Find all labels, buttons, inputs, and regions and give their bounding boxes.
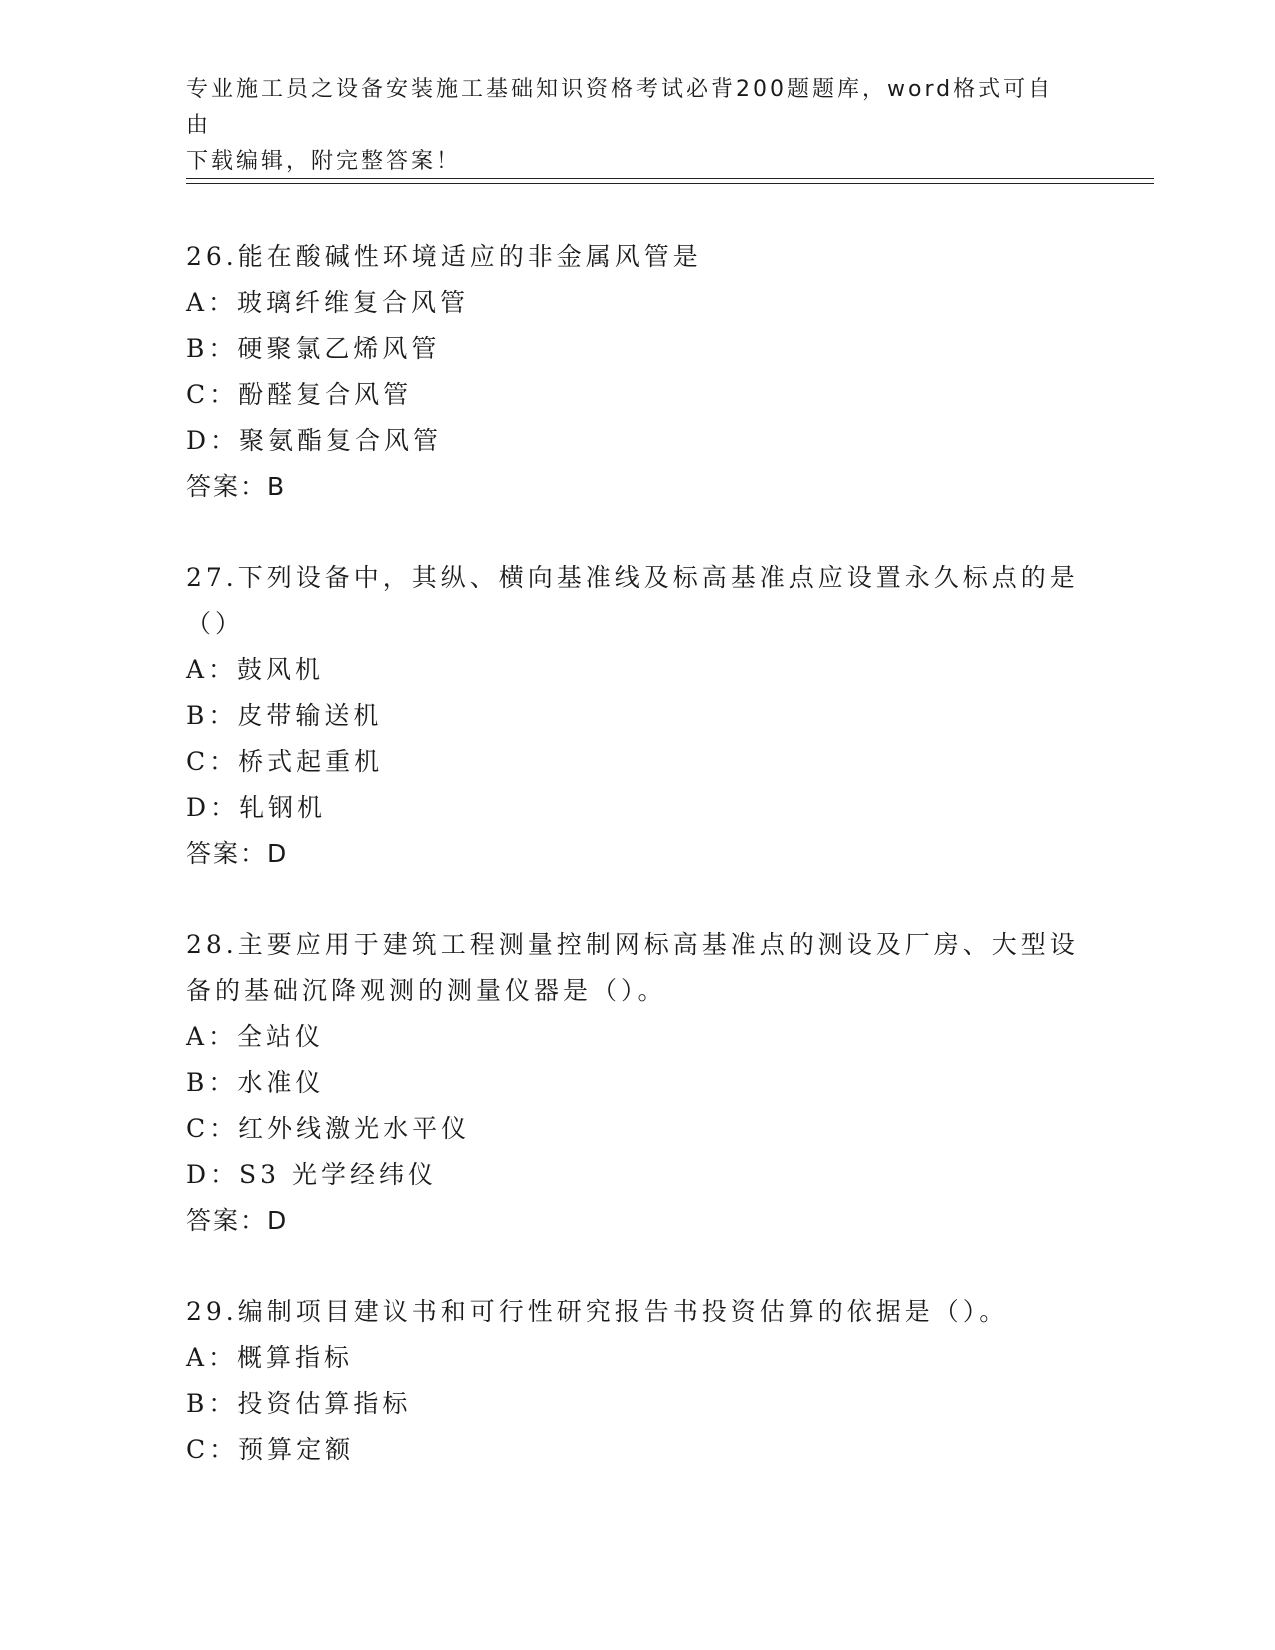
option-a: A：鼓风机 — [186, 655, 325, 684]
question-26 — [186, 234, 1086, 510]
question-stem-continued: 备的基础沉降观测的测量仪器是（）。 — [186, 976, 667, 1005]
option-c: C：酚醛复合风管 — [186, 380, 413, 409]
option-a: A：玻璃纤维复合风管 — [186, 288, 470, 317]
option-c: C：预算定额 — [186, 1435, 355, 1464]
question-stem: 29.编制项目建议书和可行性研究报告书投资估算的依据是（）。 — [186, 1297, 1009, 1326]
option-d: D：S3 光学经纬仪 — [186, 1160, 438, 1189]
option-a: A：全站仪 — [186, 1022, 325, 1051]
option-b: B：皮带输送机 — [186, 701, 383, 730]
option-c: C：桥式起重机 — [186, 747, 384, 776]
option-d: D：轧钢机 — [186, 793, 327, 822]
question-stem: 28.主要应用于建筑工程测量控制网标高基准点的测设及厂房、大型设 — [186, 930, 1079, 959]
header-divider-top — [186, 178, 1154, 179]
question-stem: 26.能在酸碱性环境适应的非金属风管是 — [186, 242, 702, 271]
answer-line: 答案：D — [186, 839, 289, 868]
header-line-2: 下载编辑，附完整答案！ — [186, 149, 462, 174]
option-b: B：投资估算指标 — [186, 1389, 412, 1418]
document-header — [186, 72, 1066, 180]
option-c: C：红外线激光水平仪 — [186, 1114, 471, 1143]
question-27 — [186, 555, 1086, 877]
question-28 — [186, 922, 1086, 1244]
option-a: A：概算指标 — [186, 1343, 354, 1372]
question-stem-continued: （） — [186, 609, 245, 638]
question-stem: 27.下列设备中，其纵、横向基准线及标高基准点应设置永久标点的是 — [186, 563, 1079, 592]
option-d: D：聚氨酯复合风管 — [186, 426, 443, 455]
answer-line: 答案：D — [186, 1206, 289, 1235]
question-29 — [186, 1289, 1086, 1473]
option-b: B：水准仪 — [186, 1068, 325, 1097]
header-divider-bottom — [186, 183, 1154, 184]
answer-line: 答案：B — [186, 472, 287, 501]
question-list — [186, 234, 1086, 1518]
header-line-1: 专业施工员之设备安装施工基础知识资格考试必背200题题库，word格式可自由 — [186, 77, 1054, 138]
option-b: B：硬聚氯乙烯风管 — [186, 334, 441, 363]
